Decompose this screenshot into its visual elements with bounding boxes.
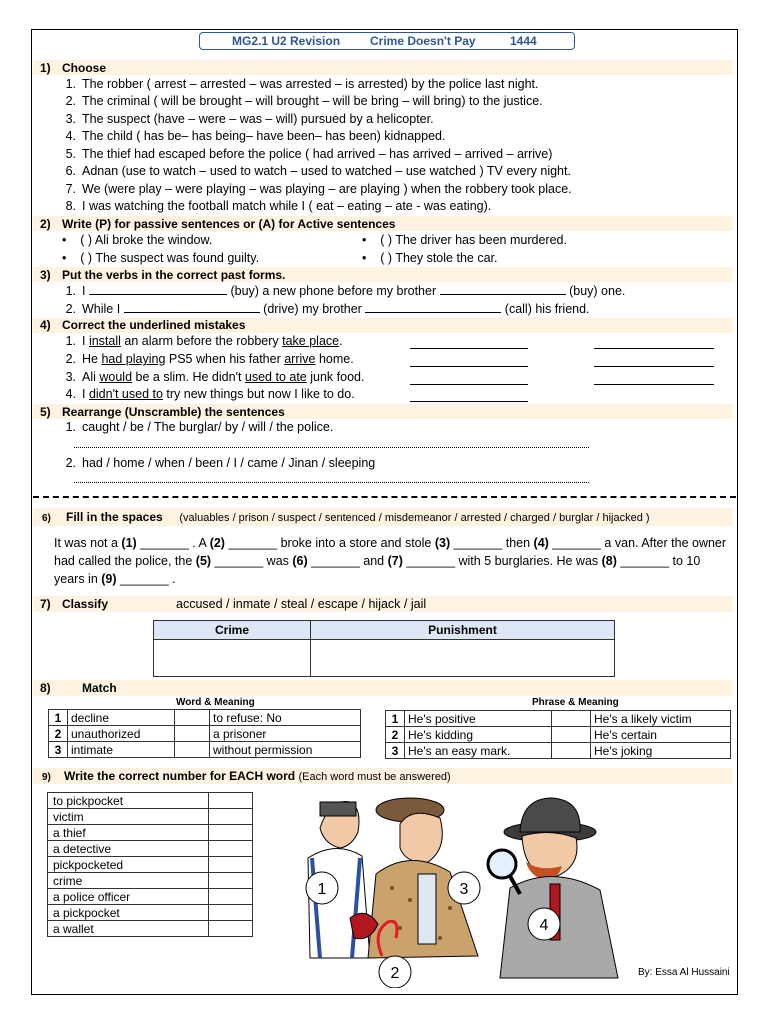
answer-cell[interactable] xyxy=(552,711,591,727)
q6-header: 6) Fill in the spaces (valuables / prison / suspect / sentenced / misdemeanor / arrested / charged / burglar / hijacked ) xyxy=(42,510,650,524)
answer-dotted-line[interactable] xyxy=(74,482,589,483)
svg-text:4: 4 xyxy=(539,917,549,934)
q1-item: 1. The robber ( arrest – arrested – was arrested – is arrested) by the police last night. xyxy=(65,77,539,91)
table-row: a thief xyxy=(48,825,253,841)
q2-header: 2) Write (P) for passive sentences or (A) for Active sentences xyxy=(40,217,396,231)
table-row: 3 intimate without permission xyxy=(49,742,361,758)
table-row: crime xyxy=(48,873,253,889)
q4-item: 4. I didn't used to try new things but now I like to do. xyxy=(65,387,355,401)
q1-item: 4. The child ( has be– has being– have been– has been) kidnapped. xyxy=(65,129,446,143)
q7-header: 7) Classify xyxy=(40,597,109,611)
table-caption: Phrase & Meaning xyxy=(532,697,619,708)
answer-blank[interactable] xyxy=(410,355,528,367)
table-row: 3 He's an easy mark. He's joking xyxy=(386,743,731,759)
answer-cell[interactable] xyxy=(175,742,210,758)
table-row: 1 He's positive He's a likely victim xyxy=(386,711,731,727)
column-header-punishment: Punishment xyxy=(311,621,615,640)
table-row: a detective xyxy=(48,841,253,857)
table-row: a pickpocket xyxy=(48,905,253,921)
q2-item: • ( ) Ali broke the window. xyxy=(62,233,213,247)
q2-item: • ( ) They stole the car. xyxy=(362,251,498,265)
author-credit: By: Essa Al Hussaini xyxy=(638,967,730,978)
answer-cell[interactable] xyxy=(175,726,210,742)
answer-cell[interactable] xyxy=(209,825,253,841)
answer-cell[interactable] xyxy=(209,809,253,825)
answer-cell[interactable] xyxy=(175,710,210,726)
answer-cell[interactable] xyxy=(552,743,591,759)
answer-blank[interactable] xyxy=(410,390,528,402)
word-number-table xyxy=(47,792,253,937)
q2-item: • ( ) The suspect was found guilty. xyxy=(62,251,260,265)
crime-illustration xyxy=(300,788,640,988)
answer-blank[interactable] xyxy=(594,337,714,349)
q4-item: 2. He had playing PS5 when his father arrive home. xyxy=(65,352,354,366)
answer-cell[interactable] xyxy=(209,793,253,809)
detective-figure xyxy=(488,798,618,978)
classify-table xyxy=(153,620,615,677)
q4-item: 1. I install an alarm before the robbery take place. xyxy=(65,334,343,348)
fill-paragraph: It was not a (1) _______ . A (2) _______ broke into a store and stole (3) _______ then (4) _______ a van. After the owner had called the police, the (5) _______ was (6) _______ and (7) _______ with 5 burglaries. He was (8) _______ to 10 years in (9) _______ . xyxy=(54,536,727,586)
word-bank: (valuables / prison / suspect / sentenced / misdemeanor / arrested / charged / burglar / hijacked ) xyxy=(179,512,650,524)
answer-blank[interactable] xyxy=(410,337,528,349)
table-row: 2 unauthorized a prisoner xyxy=(49,726,361,742)
q9-header: 9) Write the correct number for EACH word (Each word must be answered) xyxy=(42,769,451,783)
q5-item: 2. had / home / when / been / I / came / Jinan / sleeping xyxy=(65,456,376,470)
punishment-cell[interactable] xyxy=(311,640,615,677)
answer-cell[interactable] xyxy=(209,841,253,857)
answer-cell[interactable] xyxy=(209,857,253,873)
q1-item: 5. The thief had escaped before the police ( had arrived – has arrived – arrived – arrive) xyxy=(65,147,553,161)
table-caption: Word & Meaning xyxy=(176,697,255,708)
q1-item: 6. Adnan (use to watch – used to watch – used to watched – use watched ) TV every night. xyxy=(65,164,571,178)
table-row: 2 He's kidding He's certain xyxy=(386,727,731,743)
q1-header: 1) Choose xyxy=(40,61,107,75)
crime-cell[interactable] xyxy=(154,640,311,677)
word-meaning-table xyxy=(48,709,361,758)
answer-blank[interactable] xyxy=(410,373,528,385)
answer-cell[interactable] xyxy=(209,889,253,905)
q3-item: 1. I (buy) a new phone before my brother (buy) one. xyxy=(65,284,626,298)
q4-header: 4) Correct the underlined mistakes xyxy=(40,318,246,332)
answer-dotted-line[interactable] xyxy=(74,447,589,448)
svg-text:2: 2 xyxy=(390,965,400,982)
answer-cell[interactable] xyxy=(209,905,253,921)
q4-item: 3. Ali would be a slim. He didn't used to ate junk food. xyxy=(65,370,365,384)
q1-item: 8. I was watching the football match while I ( eat – eating – ate - was eating). xyxy=(65,199,492,213)
unit-topic: Crime Doesn't Pay xyxy=(370,34,476,48)
answer-blank[interactable] xyxy=(365,301,501,313)
q8-header: 8) Match xyxy=(40,681,117,695)
answer-cell[interactable] xyxy=(552,727,591,743)
column-header-crime: Crime xyxy=(154,621,311,640)
answer-blank[interactable] xyxy=(89,283,227,295)
section-separator xyxy=(33,496,736,498)
q1-item: 2. The criminal ( will be brought – will brought – will be bring – will bring) to the justice. xyxy=(65,94,543,108)
classify-words: accused / inmate / steal / escape / hijack / jail xyxy=(176,597,427,611)
q1-header-band xyxy=(33,60,733,75)
q5-header: 5) Rearrange (Unscramble) the sentences xyxy=(40,405,285,419)
table-row: a police officer xyxy=(48,889,253,905)
table-row: to pickpocket xyxy=(48,793,253,809)
q1-item: 7. We (were play – were playing – was playing – are playing ) when the robbery took place. xyxy=(65,182,572,196)
q5-item: 1. caught / be / The burglar/ by / will / the police. xyxy=(65,420,334,434)
answer-blank[interactable] xyxy=(594,355,714,367)
answer-cell[interactable] xyxy=(209,873,253,889)
table-row: a wallet xyxy=(48,921,253,937)
year: 1444 xyxy=(510,34,537,48)
phrase-meaning-table xyxy=(385,710,731,759)
q1-item: 3. The suspect (have – were – was – will) pursued by a helicopter. xyxy=(65,112,434,126)
svg-text:1: 1 xyxy=(317,881,327,898)
course-code: MG2.1 U2 Revision xyxy=(232,34,341,48)
q2-item: • ( ) The driver has been murdered. xyxy=(362,233,567,247)
answer-blank[interactable] xyxy=(594,373,714,385)
table-row: pickpocketed xyxy=(48,857,253,873)
q8-header-band xyxy=(33,680,733,696)
q3-item: 2. While I (drive) my brother (call) his friend. xyxy=(65,302,590,316)
answer-cell[interactable] xyxy=(209,921,253,937)
worksheet-title xyxy=(199,32,575,50)
svg-text:3: 3 xyxy=(459,881,469,898)
q3-header: 3) Put the verbs in the correct past forms. xyxy=(40,268,286,282)
answer-blank[interactable] xyxy=(124,301,260,313)
table-row: 1 decline to refuse: No xyxy=(49,710,361,726)
answer-blank[interactable] xyxy=(440,283,566,295)
table-row: victim xyxy=(48,809,253,825)
